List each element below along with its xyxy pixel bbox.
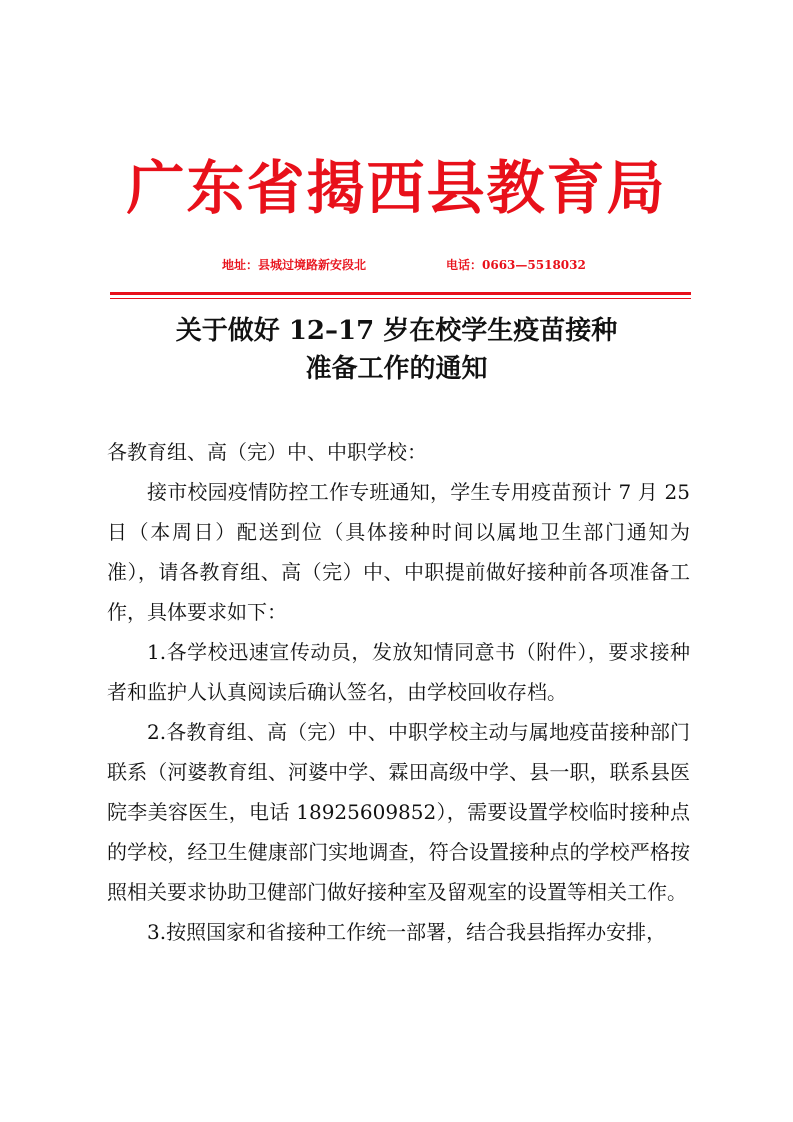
paragraph-item-1: 1.各学校迅速宣传动员，发放知情同意书（附件），要求接种者和监护人认真阅读后确认签名，由学校回收存档。 (107, 640, 690, 704)
document-title-line-1: 关于做好 12–17 岁在校学生疫苗接种 (175, 316, 618, 346)
letterhead-org-name: 广东省揭西县教育局 (126, 154, 667, 222)
paragraph-item-3: 3.按照国家和省接种工作统一部署，结合我县指挥办安排， (147, 920, 667, 944)
letterhead-contact-line (0, 256, 793, 274)
document-body (107, 432, 690, 952)
paragraph-intro: 接市校园疫情防控工作专班通知，学生专用疫苗预计 7 月 25 日（本周日）配送到位（具体接种时间以属地卫生部门通知为准），请各教育组、高（完）中、中职提前做好接种前各项准备工作，具体要求如下： (107, 480, 690, 624)
letterhead-divider-thick (110, 292, 691, 295)
document-title-line-2: 准备工作的通知 (305, 354, 488, 384)
letterhead-divider-thin (110, 298, 691, 299)
paragraph-item-2: 2.各教育组、高（完）中、中职学校主动与属地疫苗接种部门联系（河婆教育组、河婆中学、霖田高级中学、县一职，联系县医院李美容医生，电话 18925609852），需要设置学校临时接种点的学校，经卫生健康部门实地调查，符合设置接种点的学校严格按照相关要求协助卫健部门做好接种室及留观室的设置等相关工作。 (107, 720, 690, 904)
letterhead-phone: 电话：0663—5518032 (446, 258, 586, 272)
salutation: 各教育组、高（完）中、中职学校： (107, 440, 427, 464)
document-title (0, 312, 793, 388)
letterhead-address: 地址：县城过境路新安段北 (222, 258, 367, 272)
